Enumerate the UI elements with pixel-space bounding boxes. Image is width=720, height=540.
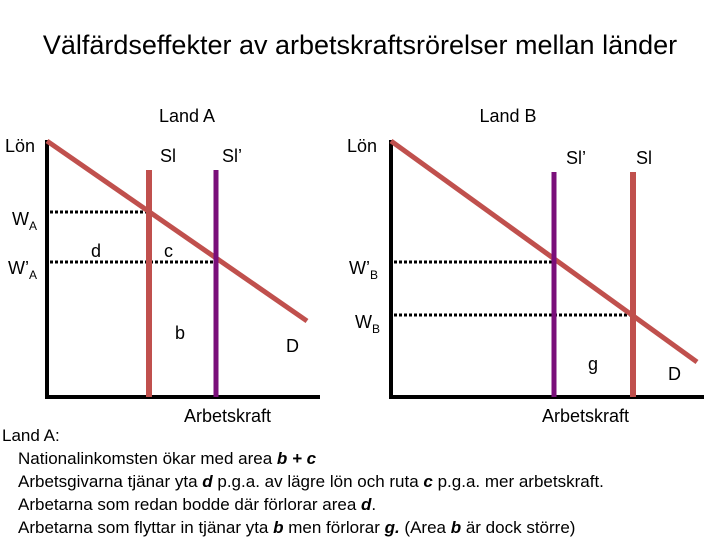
- land-b-demand-label: D: [668, 364, 681, 384]
- page-title: Välfärdseffekter av arbetskraftsrörelser mellan länder: [42, 30, 678, 60]
- land-a-area-d-label: d: [91, 241, 102, 261]
- land-a-heading: Land A: [158, 106, 216, 126]
- land-b-area-g-label: g: [588, 354, 599, 374]
- land-b-y-axis-label: Lön: [347, 136, 378, 156]
- land-a-y-axis-label: Lön: [5, 136, 36, 156]
- land-a-x-axis-label: Arbetskraft: [184, 406, 272, 426]
- note-line-4: Arbetarna som flyttar in tjänar yta b men förlorar g. (Area b är dock större): [18, 518, 576, 537]
- land-a-area-c-label: c: [164, 241, 173, 261]
- land-a-wage-high-label: $W_A$: [12, 209, 38, 233]
- land-a-demand-curve: [47, 141, 307, 321]
- note-line-2: Arbetsgivarna tjänar yta d p.g.a. av lägre lön och ruta c p.g.a. mer arbetskraft.: [18, 472, 604, 491]
- land-a-sl-label: Sl: [160, 146, 177, 166]
- land-b-wage-high-label: $W’_B$: [349, 258, 379, 282]
- notes-heading: Land A:: [2, 426, 60, 445]
- land-a-demand-label: D: [286, 336, 299, 356]
- note-line-1: Nationalinkomsten ökar med area b + c: [18, 449, 317, 468]
- land-b-sl-prime-label: Sl’: [566, 148, 587, 168]
- explanation-notes: [2, 424, 718, 539]
- land-a-sl-prime-label: Sl’: [222, 146, 243, 166]
- land-b-demand-curve: [391, 141, 697, 362]
- land-b-x-axis-label: Arbetskraft: [542, 406, 630, 426]
- land-b-sl-label: Sl: [636, 148, 653, 168]
- land-b-graph: [347, 106, 704, 426]
- land-a-wage-low-label: $W’_A$: [8, 258, 38, 282]
- land-b-wage-low-label: $W_B$: [355, 312, 381, 336]
- note-line-3: Arbetarna som redan bodde där förlorar area d.: [18, 495, 377, 514]
- land-b-heading: Land B: [479, 106, 537, 126]
- land-a-graph: [5, 106, 320, 426]
- land-a-area-b-label: b: [175, 323, 186, 343]
